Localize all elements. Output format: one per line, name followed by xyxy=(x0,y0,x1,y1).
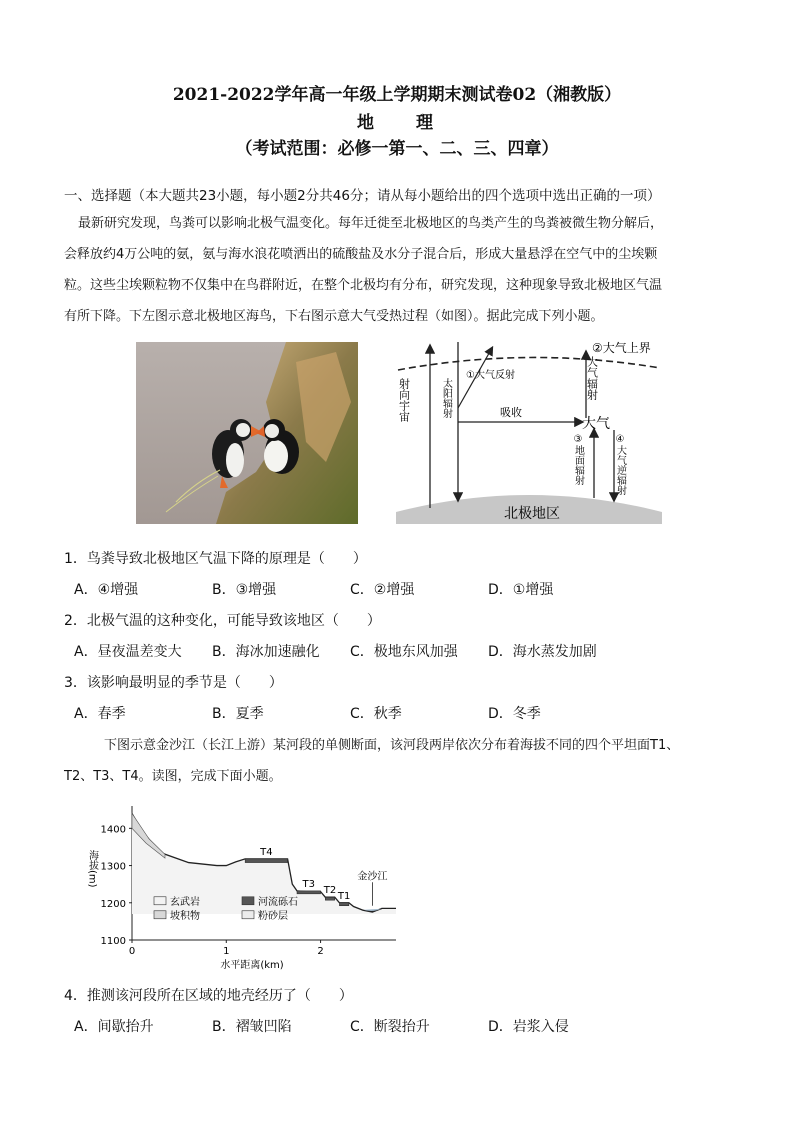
legend-label: 河流砾石 xyxy=(258,896,298,908)
terrace-gravel xyxy=(325,897,334,900)
option[interactable]: B．夏季 xyxy=(212,706,264,722)
legend-label: 玄武岩 xyxy=(170,896,200,908)
label-upper-boundary: ②大气上界 xyxy=(592,341,651,355)
label-solar: 太阳辐射 xyxy=(440,378,452,418)
y-tick-label: 1200 xyxy=(100,898,126,910)
terrace-label: T2 xyxy=(323,885,337,897)
label-atmosphere: 大气 xyxy=(582,416,610,432)
label-ground-radiation: ③地面辐射 xyxy=(572,434,584,485)
terrace-gravel xyxy=(297,891,321,894)
label-atm-radiation: 大气辐射 xyxy=(585,356,599,400)
option[interactable]: B．褶皱凹陷 xyxy=(212,1019,292,1035)
option[interactable]: A．间歇抬升 xyxy=(74,1019,154,1035)
x-tick-label: 1 xyxy=(223,946,230,957)
option[interactable]: D．海水蒸发加剧 xyxy=(488,644,597,660)
terrace-gravel xyxy=(245,859,287,863)
legend-swatch xyxy=(242,911,254,919)
legend-swatch xyxy=(154,911,166,919)
exam-title: 2021-2022学年高一年级上学期期末测试卷02（湘教版） xyxy=(172,85,622,105)
passage2-line: T2、T3、T4。读图，完成下面小题。 xyxy=(64,769,282,784)
option[interactable]: C．②增强 xyxy=(350,582,415,598)
x-axis-label: 水平距离(km) xyxy=(220,960,284,970)
question-stem: 4．推测该河段所在区域的地壳经历了（ ） xyxy=(64,988,353,1004)
legend-swatch xyxy=(154,897,166,905)
y-tick-label: 1400 xyxy=(100,824,126,836)
terrace-label: T4 xyxy=(260,846,273,858)
option[interactable]: C．极地东风加强 xyxy=(350,644,458,660)
option[interactable]: A．春季 xyxy=(74,706,126,722)
label-absorb: 吸收 xyxy=(500,406,522,419)
y-tick-label: 1300 xyxy=(100,861,126,873)
terrace-gravel xyxy=(339,903,348,906)
label-counter-radiation: ④大气逆辐射 xyxy=(614,434,626,495)
y-axis-label: 海拔(m) xyxy=(86,850,98,888)
river-profile-chart xyxy=(84,798,404,970)
option[interactable]: D．冬季 xyxy=(488,706,541,722)
section-heading: 一、选择题（本大题共23小题，每小题2分共46分；请从每小题给出的四个选项中选出正确的一项） xyxy=(64,188,661,204)
terrace-label: T3 xyxy=(302,878,316,890)
option[interactable]: B．③增强 xyxy=(212,582,277,598)
option[interactable]: D．①增强 xyxy=(488,582,554,598)
label-space: 射向宇宙 xyxy=(397,378,411,422)
question-stem: 2．北极气温的这种变化，可能导致该地区（ ） xyxy=(64,613,381,629)
terrace-label: T1 xyxy=(337,890,351,902)
passage-line: 粒。这些尘埃颗粒物不仅集中在鸟群附近，在整个北极均有分布，研究发现，这种现象导致北极地区气温 xyxy=(64,278,663,293)
legend-label: 粉砂层 xyxy=(258,910,288,922)
option[interactable]: D．岩浆入侵 xyxy=(488,1019,569,1035)
river-label: 金沙江 xyxy=(357,871,388,883)
legend-label: 坡积物 xyxy=(170,910,200,922)
x-tick-label: 2 xyxy=(317,946,324,957)
atmosphere-heating-diagram xyxy=(396,338,662,524)
question-stem: 3．该影响最明显的季节是（ ） xyxy=(64,675,283,691)
y-tick-label: 1100 xyxy=(100,936,126,947)
subject-title: 地 理 xyxy=(357,113,451,133)
option[interactable]: A．④增强 xyxy=(74,582,139,598)
legend-swatch xyxy=(242,897,254,905)
passage-line: 有所下降。下左图示意北极地区海鸟，下右图示意大气受热过程（如图）。据此完成下列小题。 xyxy=(64,309,604,324)
option[interactable]: C．断裂抬升 xyxy=(350,1019,430,1035)
x-tick-label: 0 xyxy=(128,946,136,957)
option[interactable]: C．秋季 xyxy=(350,706,402,722)
passage-line: 会释放约4万公吨的氨，氨与海水浪花喷洒出的硫酸盐及水分子混合后，形成大量悬浮在空气中的尘埃颗 xyxy=(64,247,658,262)
question-stem: 1．鸟粪导致北极地区气温下降的原理是（ ） xyxy=(64,551,367,567)
puffin-photo xyxy=(136,342,358,524)
label-region: 北极地区 xyxy=(504,506,560,522)
atmosphere-upper-boundary xyxy=(398,357,660,370)
passage-line: 最新研究发现，鸟粪可以影响北极气温变化。每年迁徙至北极地区的鸟类产生的鸟粪被微生物分解后， xyxy=(78,216,664,231)
option[interactable]: B．海冰加速融化 xyxy=(212,644,320,660)
exam-scope: （考试范围：必修一第一、二、三、四章） xyxy=(235,139,559,159)
passage2-line: 下图示意金沙江（长江上游）某河段的单侧断面，该河段两岸依次分布着海拔不同的四个平坦面T1、 xyxy=(104,738,680,753)
label-reflect: ①大气反射 xyxy=(466,370,515,381)
option[interactable]: A．昼夜温差变大 xyxy=(74,644,182,660)
